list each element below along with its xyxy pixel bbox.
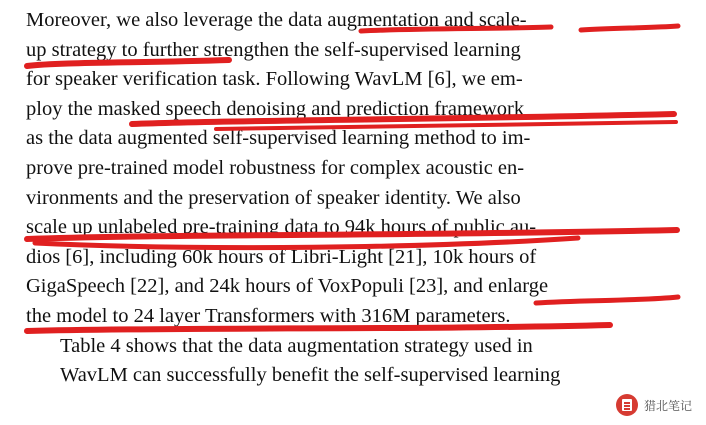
text-line: the model to 24 layer Transformers with 316M parameters. [26, 304, 511, 327]
text-line: scale up unlabeled pre-training data to 94k hours of public au- [26, 216, 537, 239]
watermark-label: 猎北笔记 [643, 398, 692, 413]
notebook-icon [616, 394, 638, 416]
text-line: dios [6], including 60k hours of Libri-Light [21], 10k hours of [26, 245, 537, 268]
text-line: WavLM can successfully benefit the self-supervised learning [60, 364, 561, 387]
text-line: Table 4 shows that the data augmentation strategy used in [60, 334, 533, 357]
text-line: prove pre-trained model robustness for complex acoustic en- [26, 156, 525, 179]
watermark [610, 391, 698, 419]
text-line: Moreover, we also leverage the data augmentation and scale- [26, 9, 527, 31]
text-line: up strategy to further strengthen the self-supervised learning [26, 38, 521, 61]
document-text [26, 6, 681, 391]
text-line: vironments and the preservation of speaker identity. We also [26, 186, 521, 209]
text-line: GigaSpeech [22], and 24k hours of VoxPopuli [23], and enlarge [26, 275, 549, 298]
paragraph-1 [26, 6, 681, 332]
text-line: for speaker verification task. Following WavLM [6], we em- [26, 68, 523, 91]
paragraph-2 [26, 332, 681, 391]
text-line: as the data augmented self-supervised learning method to im- [26, 127, 531, 150]
text-line: ploy the masked speech denoising and prediction framework [26, 97, 525, 120]
